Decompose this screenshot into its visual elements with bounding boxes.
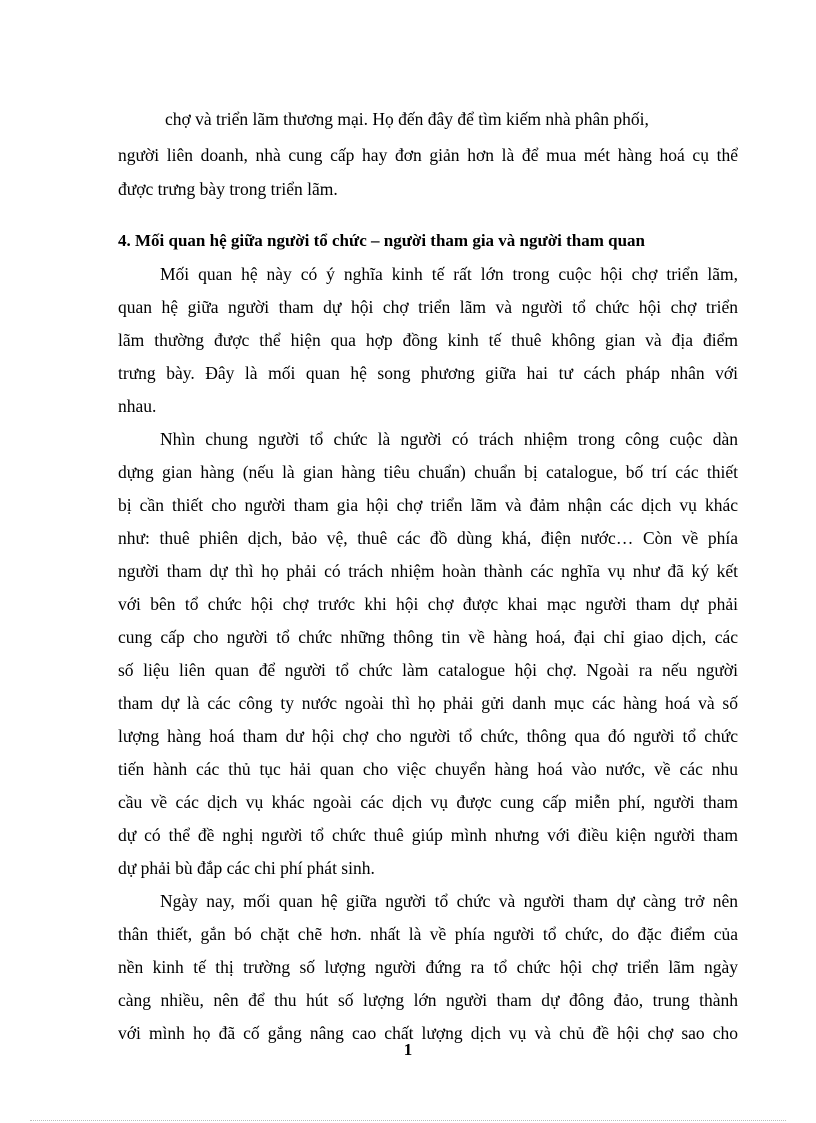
text-line: chợ và triển lãm thương mại. Họ đến đây để tìm kiếm nhà phân phối, [165,109,649,129]
text-line: dự phải bù đắp các chi phí phát sinh. [118,858,375,878]
section-heading: 4. Mối quan hệ giữa người tổ chức – người tham gia và người tham quan [118,231,645,250]
text-line: được trưng bày trong triển lãm. [118,179,338,199]
text-line: Mối quan hệ này có ý nghĩa kinh tế rất lớn trong cuộc hội chợ triển lãm, [160,264,738,284]
text-line: với mình họ đã cố gắng nâng cao chất lượng dịch vụ và chủ đề hội chợ sao cho [118,1023,738,1043]
text-line: tiến hành các thủ tục hải quan cho việc chuyển hàng hoá vào nước, về các nhu [118,759,738,779]
page-bottom-divider [30,1120,786,1121]
text-line: như: thuê phiên dịch, bảo vệ, thuê các đồ dùng khá, điện nước… Còn về phía [118,528,738,548]
text-line: người tham dự thì họ phải có trách nhiệm hoàn thành các nghĩa vụ như đã ký kết [118,561,738,581]
text-line: với bên tổ chức hội chợ trước khi hội chợ được khai mạc người tham dự phải [118,594,738,614]
text-line: dựng gian hàng (nếu là gian hàng tiêu chuẩn) chuẩn bị catalogue, bố trí các thiết [118,462,738,482]
text-line: người liên doanh, nhà cung cấp hay đơn giản hơn là để mua mét hàng hoá cụ thể [118,145,738,165]
text-line: số liệu liên quan để người tổ chức làm catalogue hội chợ. Ngoài ra nếu người [118,660,738,680]
text-line: Ngày nay, mối quan hệ giữa người tổ chức và người tham dự càng trở nên [160,891,738,911]
text-line: nền kinh tế thị trường số lượng người đứng ra tổ chức hội chợ triển lãm ngày [118,957,738,977]
text-line: Nhìn chung người tổ chức là người có trách nhiệm trong công cuộc dàn [160,429,738,449]
page-number: 1 [403,1040,413,1059]
text-line: lãm thường được thể hiện qua hợp đồng kinh tế thuê không gian và địa điểm [118,330,738,350]
text-line: cung cấp cho người tổ chức những thông tin về hàng hoá, đại chỉ giao dịch, các [118,627,738,647]
text-line: thân thiết, gắn bó chặt chẽ hơn. nhất là về phía người tổ chức, do đặc điểm của [118,924,738,944]
text-line: cầu về các dịch vụ khác ngoài các dịch vụ được cung cấp miễn phí, người tham [118,792,738,812]
text-line: quan hệ giữa người tham dự hội chợ triển lãm và người tổ chức hội chợ triển [118,297,738,317]
text-line: trưng bày. Đây là mối quan hệ song phương giữa hai tư cách pháp nhân với [118,363,738,383]
text-line: bị cần thiết cho người tham gia hội chợ triển lãm và đảm nhận các dịch vụ khác [118,495,738,515]
text-line: nhau. [118,396,157,416]
text-line: tham dự là các công ty nước ngoài thì họ phải gửi danh mục các hàng hoá và số [118,693,738,713]
text-line: lượng hàng hoá tham dư hội chợ cho người tổ chức, thông qua đó người tổ chức [118,726,738,746]
text-line: dự có thể đề nghị người tổ chức thuê giúp mình nhưng với điều kiện người tham [118,825,738,845]
text-line: càng nhiều, nên để thu hút số lượng lớn người tham dự đông đảo, trung thành [118,990,738,1010]
